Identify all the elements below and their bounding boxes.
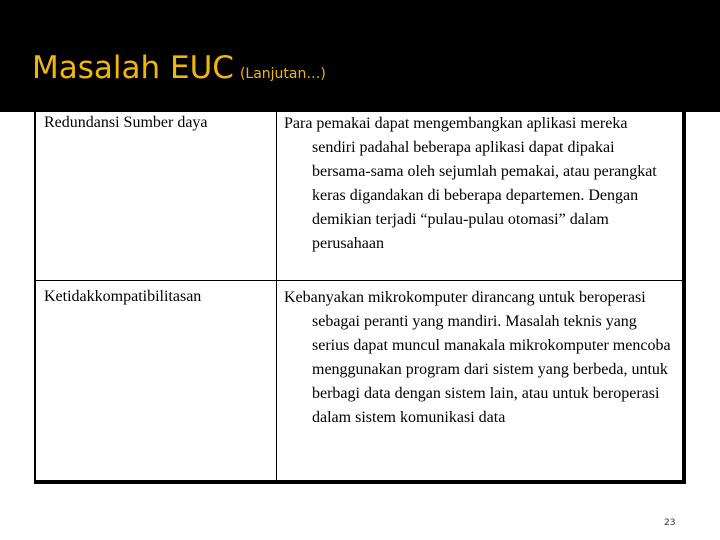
title-bar (0, 0, 720, 112)
title-main: Masalah EUC (32, 50, 234, 86)
row-1-description: Para pemakai dapat mengembangkan aplikasi mereka sendiri padahal beberapa aplikasi dapat dipakai bersama-sama oleh sejumlah pemakai, atau perangkat keras digandakan di beberapa departemen. Dengan demikian terjadi “pulau-pulau otomasi” dalam perusahaan (284, 115, 657, 252)
problem-table (34, 112, 686, 484)
row-2-description: Kebanyakan mikrokomputer dirancang untuk beroperasi sebagai peranti yang mandiri. Masalah teknis yang serius dapat muncul manakala mikrokomputer mencoba menggunakan program dari sistem yang berbeda, untuk berbagi data dengan sistem lain, atau untuk beroperasi dalam sistem komunikasi data (284, 289, 671, 426)
title-subtitle: (Lanjutan…) (239, 66, 326, 82)
row-1-label: Redundansi Sumber daya (44, 114, 208, 131)
row-divider (36, 280, 682, 281)
column-divider (276, 112, 277, 480)
slide-title (32, 50, 326, 86)
row-2-label: Ketidakkompatibilitasan (44, 288, 202, 305)
page-number: 23 (664, 518, 676, 528)
